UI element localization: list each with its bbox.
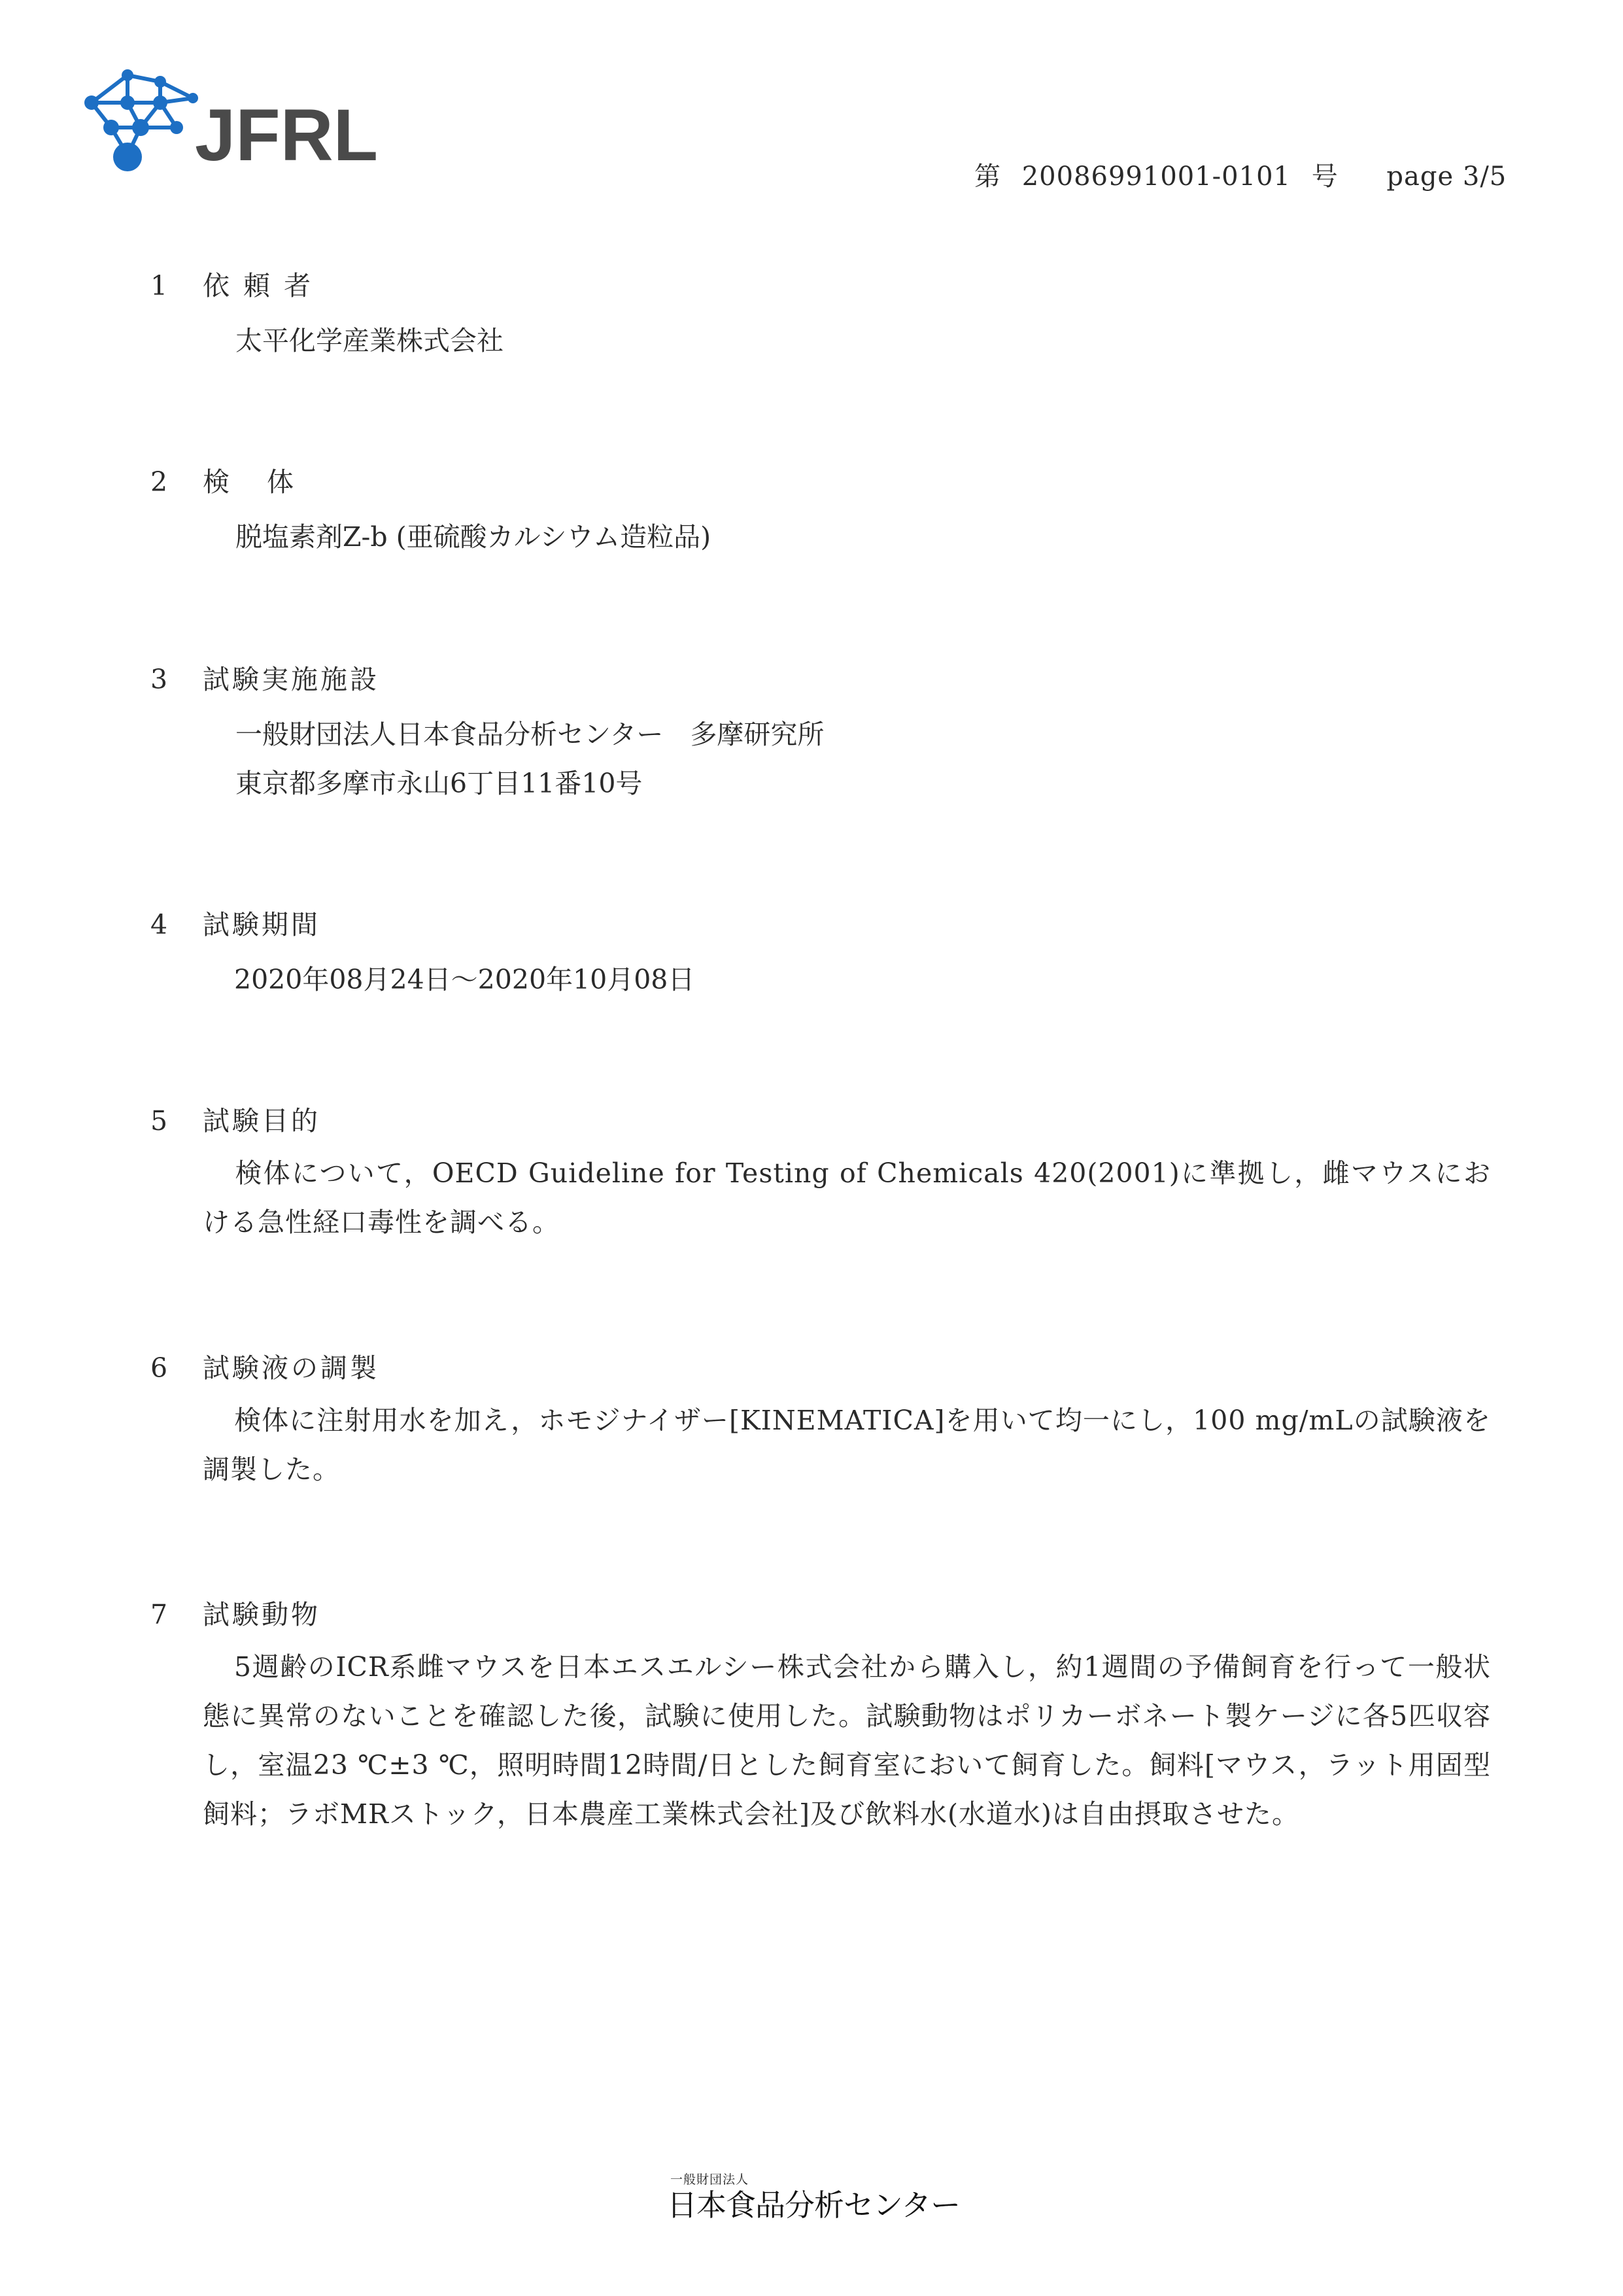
preparation-text: 検体に注射用水を加え，ホモジナイザー[KINEMATICA]を用いて均一にし，100 mg/mLの試験液を調製した。	[203, 1405, 1491, 1485]
section-number: 3	[150, 664, 168, 695]
footer-org-name: 日本食品分析センター	[667, 2187, 961, 2223]
section-number: 7	[150, 1599, 168, 1630]
animals-text: 5週齢のICR系雌マウスを日本エスエルシー株式会社から購入し，約1週間の予備飼育を行って一般状態に異常のないことを確認した後，試験に使用した。試験動物はポリカーボネート製ケージに各5匹収容し，室温23 ℃±3 ℃，照明時間12時間/日とした飼育室において飼育した。飼料[マウス，ラット用固型飼料；ラボMRストック，日本農産工業株式会社]及び飲料水(水道水)は自由摂取させた。	[203, 1651, 1491, 1830]
purpose-text: 検体について，OECD Guideline for Testing of Chemicals 420(2001)に準拠し，雌マウスにおける急性経口毒性を調べる。	[203, 1157, 1491, 1238]
footer-org-type: 一般財団法人	[670, 2172, 749, 2187]
section-number: 6	[150, 1352, 168, 1384]
preparation-paragraph	[203, 1396, 1491, 1494]
section-purpose	[150, 1102, 1491, 1247]
section-sample	[150, 463, 1471, 562]
section-requester	[150, 267, 1471, 366]
section-number: 4	[150, 909, 168, 940]
section-title: 依 頼 者	[203, 270, 314, 301]
purpose-paragraph	[203, 1149, 1491, 1247]
section-title: 試験動物	[203, 1599, 320, 1630]
section-facility	[150, 660, 1471, 808]
sample-name: 脱塩素剤Z-b (亜硫酸カルシウム造粒品)	[235, 521, 711, 553]
facility-name: 一般財団法人日本食品分析センター 多摩研究所	[235, 719, 825, 750]
section-preparation	[150, 1349, 1491, 1494]
doc-suffix: 号	[1311, 162, 1339, 192]
section-title: 試験液の調製	[203, 1352, 379, 1384]
footer-org	[667, 2170, 974, 2223]
doc-number-value: 20086991001-0101	[1021, 162, 1291, 192]
requester-name: 太平化学産業株式会社	[235, 325, 504, 356]
section-number: 5	[150, 1105, 168, 1137]
section-animals	[150, 1596, 1491, 1839]
section-number: 2	[150, 466, 168, 498]
facility-address: 東京都多摩市永山6丁目11番10号	[235, 768, 643, 799]
section-title: 試験目的	[203, 1105, 320, 1137]
page-indicator: page 3/5	[1386, 162, 1507, 192]
jfrl-logo	[78, 62, 392, 180]
section-title: 検 体	[203, 466, 309, 498]
section-title: 試験実施施設	[203, 664, 379, 695]
doc-prefix: 第	[974, 162, 1001, 192]
animals-paragraph	[203, 1643, 1491, 1839]
test-period: 2020年08月24日～2020年10月08日	[234, 964, 695, 995]
section-period	[150, 906, 1471, 1004]
section-title: 試験期間	[203, 909, 320, 940]
logo-text: JFRL	[195, 94, 378, 176]
section-number: 1	[150, 270, 168, 301]
jfrl-network-icon	[78, 62, 392, 180]
document-number	[974, 156, 1507, 193]
